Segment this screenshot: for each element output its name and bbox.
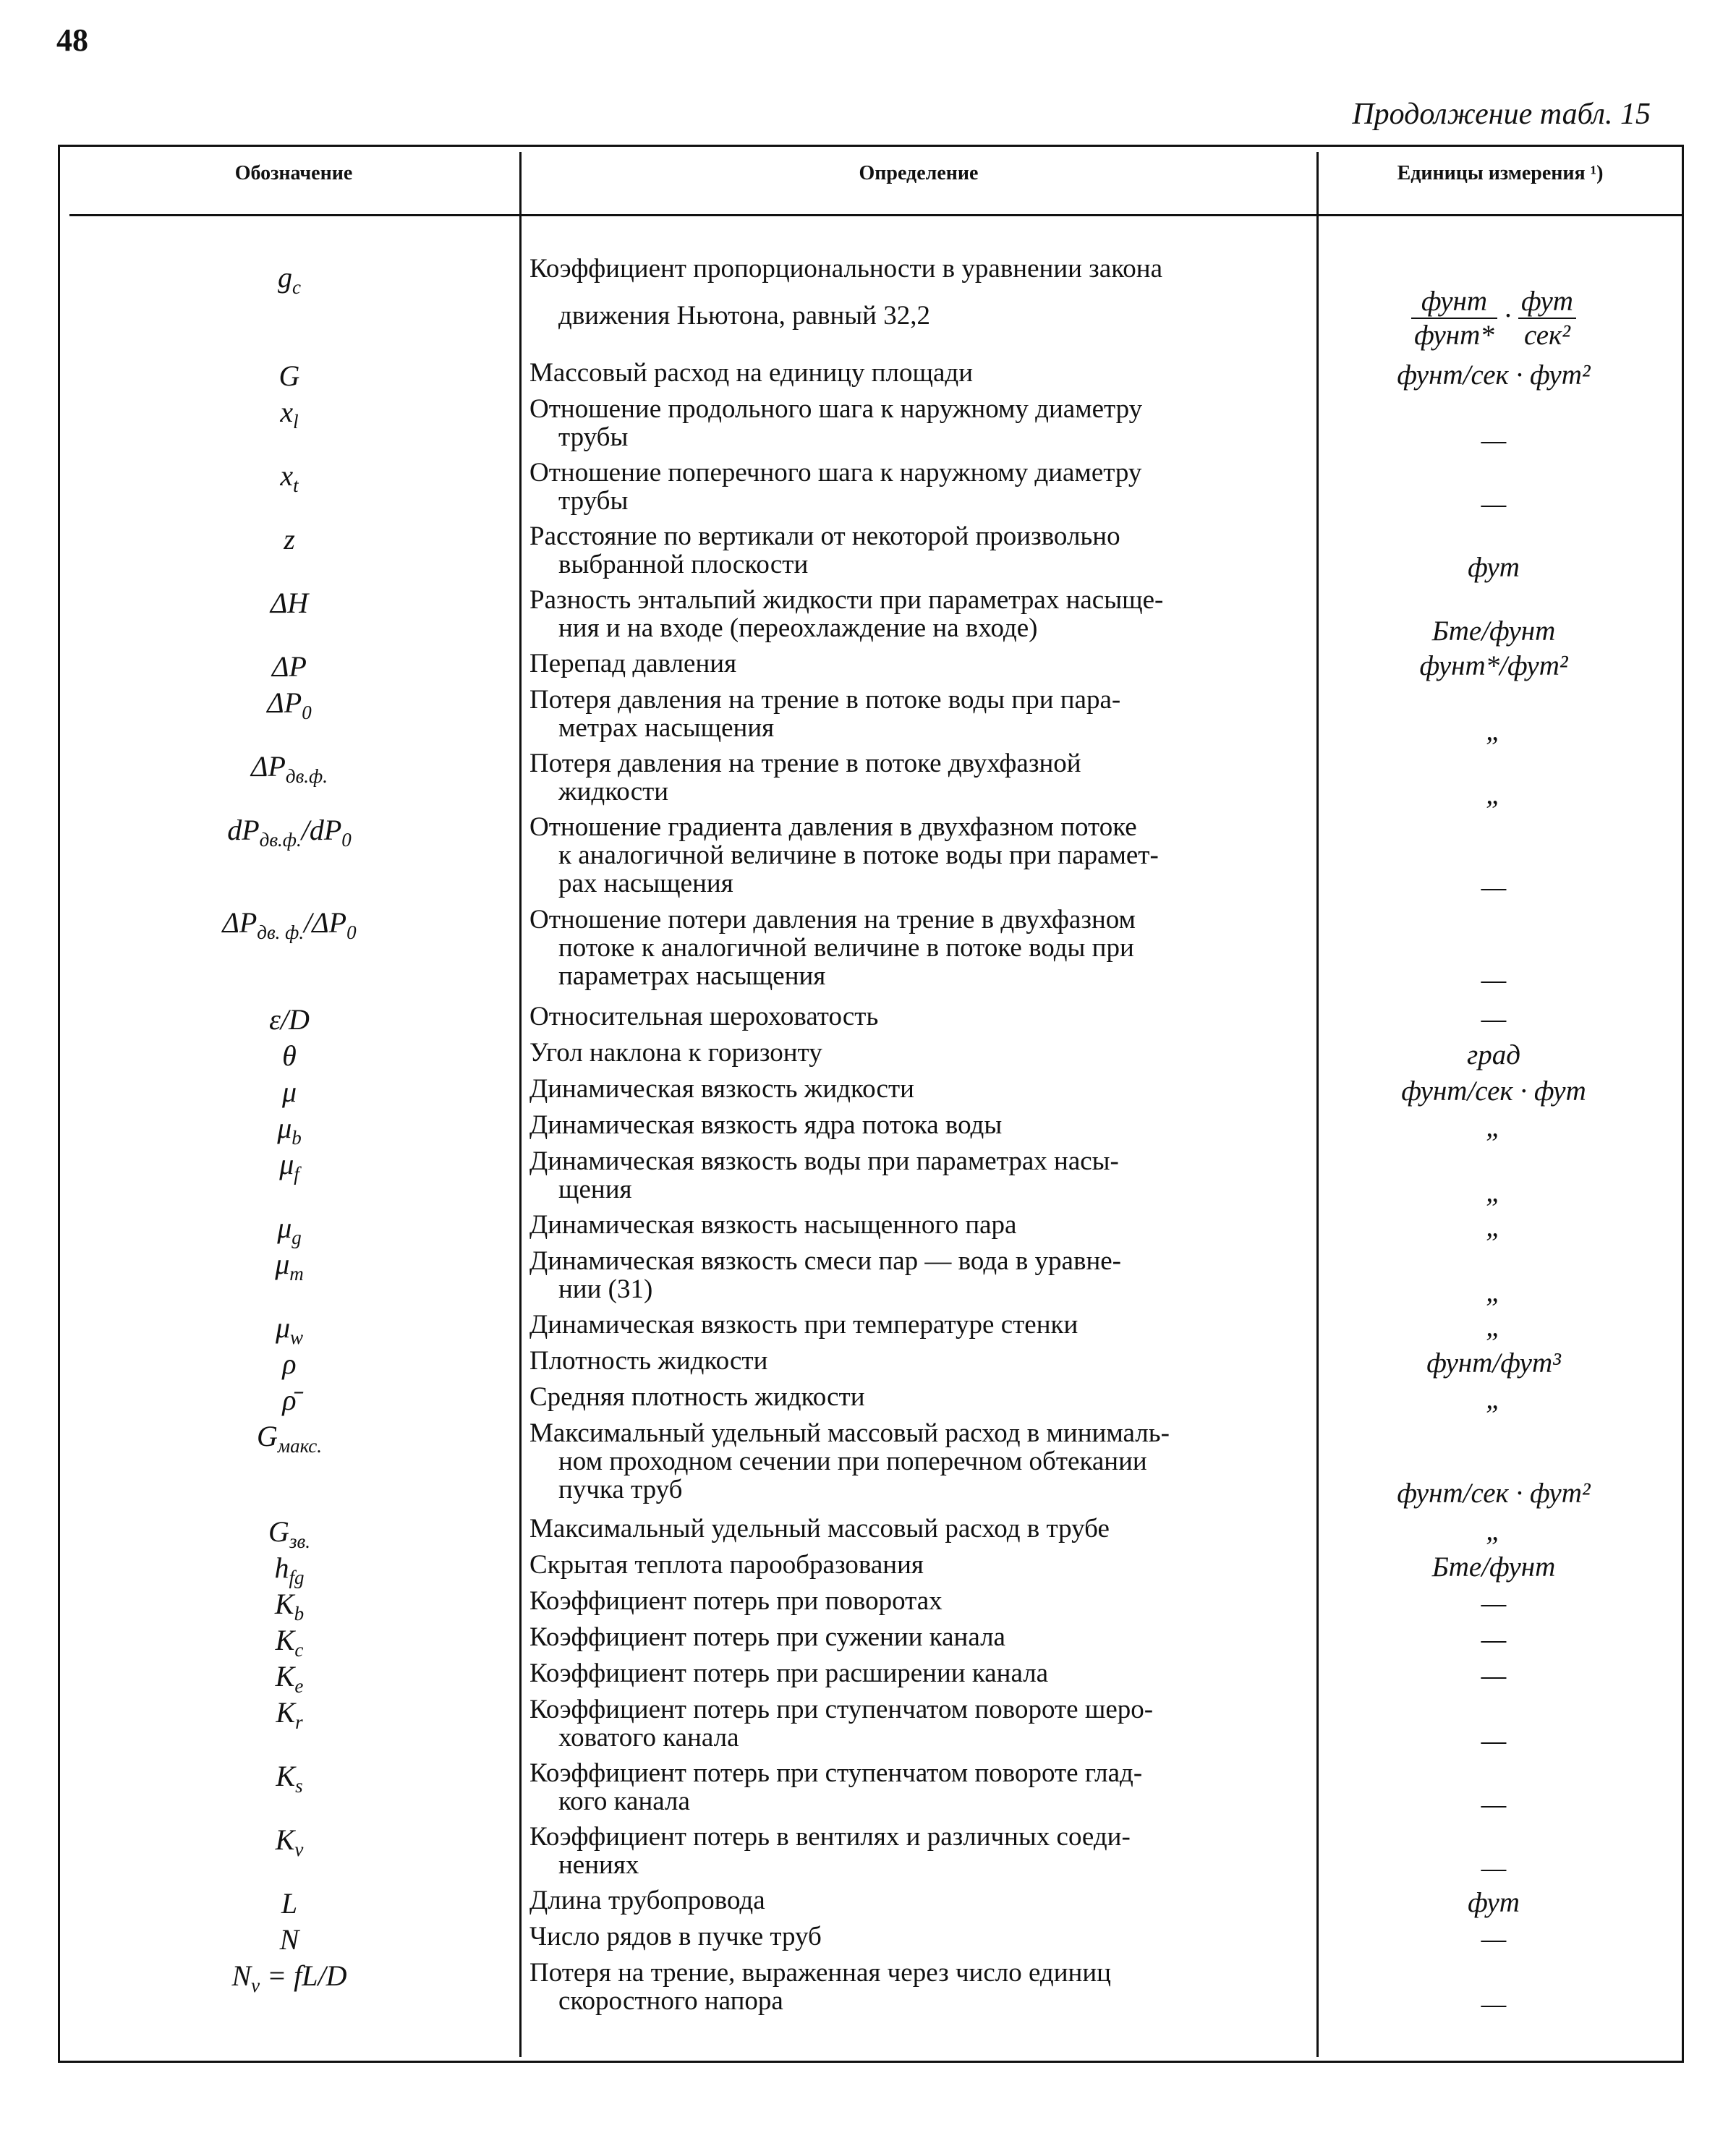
definition: Потеря на трение, выраженная через число единиц	[529, 1958, 1111, 1988]
units: —	[1481, 1988, 1507, 2019]
table-top-border	[58, 145, 1684, 147]
symbol: ΔP	[251, 750, 286, 783]
symbol-subscript: дв. ф.	[257, 921, 305, 943]
header-divider	[69, 214, 1682, 216]
symbol: μ	[277, 1212, 292, 1244]
definition: Отношение продольного шага к наружному диаметру	[529, 394, 1143, 424]
definition-continuation: потоке к аналогичной величине в потоке воды при	[558, 933, 1134, 963]
symbol: ΔP	[267, 686, 302, 719]
definition: Максимальный удельный массовый расход в трубе	[529, 1514, 1110, 1543]
units-ditto: „	[1486, 779, 1502, 810]
units-numerator: фут	[1518, 285, 1576, 319]
definition-continuation: метрах насыщения	[558, 713, 775, 743]
definition-continuation: рах насыщения	[558, 869, 733, 898]
symbol: ρ	[282, 1347, 297, 1380]
units-ditto: „	[1486, 1384, 1502, 1415]
symbol-subscript: макс.	[277, 1435, 322, 1457]
symbol-subscript: b	[292, 1127, 302, 1149]
symbol-subscript: зв.	[289, 1530, 310, 1552]
definition-continuation: движения Ньютона, равный 32,2	[558, 301, 930, 331]
definition: Перепад давления	[529, 649, 737, 678]
symbol: N	[279, 1923, 299, 1956]
definition-continuation: ном проходном сечении при поперечном обтекании	[558, 1447, 1147, 1476]
units: фунт/фут³	[1426, 1347, 1561, 1379]
symbol-subscript: m	[289, 1263, 304, 1285]
definition: Угол наклона к горизонту	[529, 1038, 822, 1068]
column-divider-2	[1316, 152, 1319, 2057]
symbol-subscript: 0	[346, 921, 357, 943]
definition: Динамическая вязкость жидкости	[529, 1074, 914, 1104]
definition-continuation: кого канала	[558, 1787, 690, 1816]
definition-continuation: ния и на входе (переохлаждение на входе)	[558, 613, 1038, 643]
definition: Динамическая вязкость смеси пар — вода в уравне-	[529, 1246, 1121, 1276]
symbol-subscript: fg	[289, 1567, 305, 1588]
symbol-subscript: v	[251, 1975, 260, 1996]
units-ditto: „	[1486, 1311, 1502, 1342]
symbol-subscript: w	[290, 1327, 304, 1348]
definition: Коэффициент потерь при поворотах	[529, 1586, 943, 1616]
units: фут	[1468, 1887, 1520, 1918]
definition: Коэффициент пропорциональности в уравнении закона	[529, 254, 1163, 284]
definition: Массовый расход на единицу площади	[529, 358, 973, 388]
symbol: G	[268, 1515, 289, 1548]
symbol: θ	[282, 1039, 297, 1072]
table-bottom-border	[58, 2061, 1684, 2063]
symbol: μ	[281, 1076, 297, 1108]
symbol: dP	[227, 814, 260, 846]
units-ditto: „	[1486, 1112, 1502, 1143]
header-symbol: Обозначение	[234, 162, 353, 184]
definition: Отношение градиента давления в двухфазном потоке	[529, 812, 1137, 842]
symbol-subscript: c	[292, 276, 301, 298]
definition: Коэффициент потерь при сужении канала	[529, 1622, 1005, 1652]
symbol: K	[275, 1823, 295, 1856]
symbol: z	[284, 523, 295, 555]
units: град	[1467, 1039, 1520, 1070]
symbol-subscript: дв.ф.	[259, 829, 302, 851]
units: —	[1481, 1624, 1507, 1655]
units-ditto: „	[1486, 1177, 1502, 1208]
symbol: K	[275, 1624, 295, 1656]
symbol: ρ̄	[282, 1384, 297, 1416]
definition-continuation: скоростного напора	[558, 1986, 783, 2016]
definition: Динамическая вязкость воды при параметрах насы-	[529, 1146, 1119, 1176]
column-divider-1	[519, 152, 522, 2057]
definition-continuation: жидкости	[558, 777, 669, 806]
symbol: K	[276, 1696, 296, 1729]
definition-continuation: щения	[558, 1175, 632, 1204]
symbol: K	[276, 1760, 296, 1792]
symbol: ΔH	[270, 587, 309, 619]
units: —	[1481, 425, 1507, 456]
definition: Коэффициент потерь при ступенчатом повороте глад-	[529, 1758, 1143, 1788]
definition: Потеря давления на трение в потоке воды при пара-	[529, 685, 1121, 715]
symbol-subscript: 0	[341, 829, 352, 851]
definition: Коэффициент потерь при ступенчатом повороте шеро-	[529, 1695, 1154, 1724]
definition: Длина трубопровода	[529, 1886, 765, 1915]
units: фунт*/фут²	[1419, 650, 1568, 681]
units: —	[1481, 1003, 1507, 1034]
table-continuation-label: Продолжение табл. 15	[1352, 98, 1651, 131]
symbol: μ	[279, 1148, 294, 1180]
definition-continuation: ховатого канала	[558, 1723, 739, 1753]
symbol: g	[278, 261, 292, 294]
header-definition: Определение	[859, 162, 979, 184]
symbol: K	[275, 1660, 295, 1692]
definition-continuation: к аналогичной величине в потоке воды при парамет-	[558, 840, 1159, 870]
symbol: L	[281, 1887, 298, 1920]
symbol-subscript: s	[295, 1775, 303, 1797]
definition-continuation: трубы	[558, 422, 629, 452]
symbol-subscript: b	[294, 1603, 305, 1625]
symbol-subscript: f	[294, 1163, 299, 1185]
symbol: ΔP	[222, 906, 258, 939]
units-ditto: „	[1486, 715, 1502, 746]
units: фут	[1468, 552, 1520, 583]
symbol-denominator: /dP	[301, 814, 342, 846]
definition-continuation: нениях	[558, 1850, 639, 1880]
units: —	[1481, 872, 1507, 903]
symbol-subscript: c	[294, 1639, 304, 1661]
symbol-subscript: l	[293, 411, 299, 433]
units-ditto: „	[1486, 1515, 1502, 1546]
symbol: G	[278, 359, 300, 392]
symbol: μ	[275, 1311, 291, 1344]
units-ditto: „	[1486, 1212, 1502, 1243]
units: —	[1481, 1789, 1507, 1820]
units: —	[1481, 1923, 1507, 1954]
units: —	[1481, 1725, 1507, 1756]
symbol-subscript: дв.ф.	[285, 765, 328, 787]
definition: Расстояние по вертикали от некоторой произвольно	[529, 521, 1120, 551]
units: —	[1481, 1660, 1507, 1691]
symbol: x	[280, 459, 294, 492]
definition: Максимальный удельный массовый расход в минималь-	[529, 1418, 1170, 1448]
units-numerator: фунт	[1411, 285, 1497, 319]
units: фунт/сек · фут²	[1397, 359, 1591, 391]
units: —	[1481, 964, 1507, 995]
definition: Разность энтальпий жидкости при параметрах насыще-	[529, 585, 1164, 615]
definition: Потеря давления на трение в потоке двухфазной	[529, 749, 1081, 778]
symbol: μ	[277, 1112, 292, 1144]
units-fraction	[1324, 285, 1664, 352]
units: —	[1481, 1852, 1507, 1883]
symbol-subscript: t	[293, 474, 299, 496]
definition: Коэффициент потерь при расширении канала	[529, 1659, 1049, 1688]
definition: Число рядов в пучке труб	[529, 1922, 822, 1951]
definition-continuation: выбранной плоскости	[558, 550, 809, 579]
definition: Динамическая вязкость при температуре стенки	[529, 1310, 1078, 1340]
header-units: Единицы измерения ¹)	[1397, 162, 1604, 184]
symbol: N	[231, 1959, 252, 1992]
units: фунт/сек · фут	[1401, 1076, 1586, 1107]
definition: Плотность жидкости	[529, 1346, 768, 1376]
units: фунт/сек · фут²	[1397, 1478, 1591, 1509]
definition: Коэффициент потерь в вентилях и различных соеди-	[529, 1822, 1131, 1852]
units-denominator: фунт*	[1414, 320, 1494, 351]
definition-continuation: пучка труб	[558, 1475, 683, 1504]
units-ditto: „	[1486, 1277, 1502, 1308]
page-number: 48	[56, 22, 88, 58]
symbol-subscript: v	[294, 1839, 304, 1860]
definition: Динамическая вязкость ядра потока воды	[529, 1110, 1003, 1140]
symbol: h	[274, 1551, 289, 1584]
definition: Относительная шероховатость	[529, 1002, 879, 1031]
table-right-border	[1682, 145, 1684, 2063]
symbol-denominator: /ΔP	[304, 906, 347, 939]
units: —	[1481, 1588, 1507, 1619]
table-left-border	[58, 145, 60, 2063]
units: Бте/фунт	[1431, 616, 1556, 647]
definition-continuation: нии (31)	[558, 1274, 653, 1304]
units: —	[1481, 488, 1507, 519]
definition: Динамическая вязкость насыщенного пара	[529, 1210, 1017, 1240]
symbol: ε/D	[269, 1003, 310, 1036]
definition: Отношение потери давления на трение в двухфазном	[529, 905, 1136, 934]
symbol: x	[280, 396, 294, 428]
units-dot: ·	[1504, 299, 1512, 331]
definition: Скрытая теплота парообразования	[529, 1550, 924, 1580]
symbol: μ	[275, 1248, 290, 1280]
symbol-subscript: 0	[302, 702, 312, 723]
definition-continuation: параметрах насыщения	[558, 961, 826, 991]
units: Бте/фунт	[1431, 1551, 1556, 1583]
symbol: ΔP	[272, 650, 307, 683]
definition: Средняя плотность жидкости	[529, 1382, 865, 1412]
symbol: K	[274, 1588, 294, 1620]
units-denominator: сек²	[1523, 320, 1570, 351]
symbol-subscript: r	[295, 1711, 303, 1733]
symbol-subscript: g	[292, 1227, 302, 1248]
symbol-formula: = fL/D	[260, 1959, 347, 1992]
definition: Отношение поперечного шага к наружному диаметру	[529, 458, 1142, 487]
definition-continuation: трубы	[558, 486, 629, 516]
symbol-subscript: e	[294, 1675, 304, 1697]
symbol: G	[257, 1420, 278, 1452]
